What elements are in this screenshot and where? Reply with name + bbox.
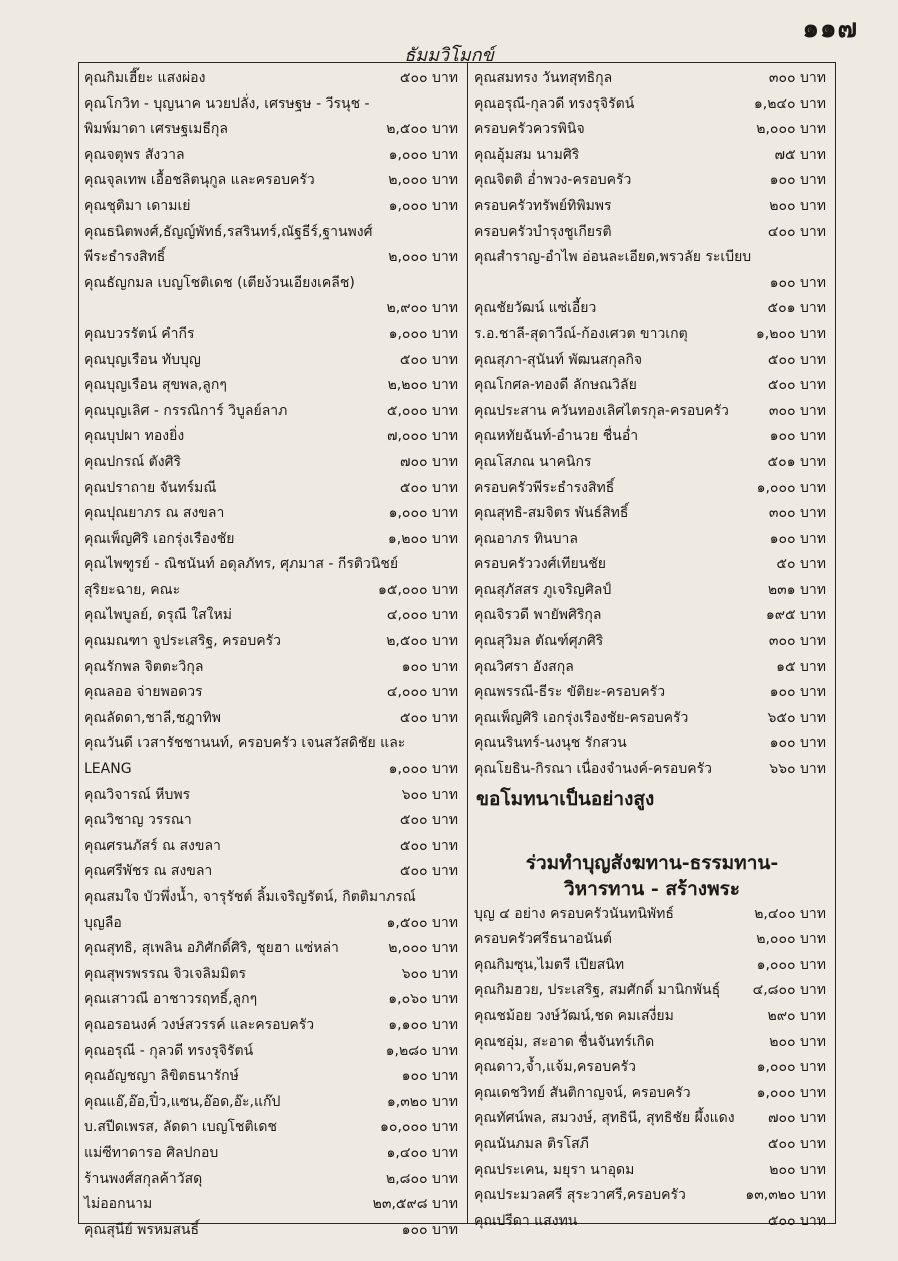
donation-amount: ๖๖๐ บาท [769,761,826,778]
donor-name: สุริยะฉาย, คณะ [84,581,181,598]
donation-amount: ๔,๐๐๐ บาท [386,684,458,701]
donor-row [474,527,830,553]
donor-row [474,1106,830,1132]
donor-name: คุณบุญเรือน สุขพล,ลูกๆ [84,377,227,394]
donor-name: คุณดาว,จ้ำ,แจ้ม,ครอบครัว [474,1059,636,1076]
donor-name: คุณอรอนงค์ วงษ์สวรรค์ และครอบครัว [84,1016,315,1033]
donor-row [84,1064,462,1090]
donation-amount: ๑๐,๐๐๐ บาท [380,1119,458,1136]
donor-row [84,220,462,246]
donor-name: คุณจตุพร สังวาล [84,146,185,163]
donor-name: คุณเพ็ญศิริ เอกรุ่งเรืองชัย [84,530,235,547]
donor-name: คุณประเคน, มยุรา นาอุดม [474,1161,635,1178]
donor-row [84,348,462,374]
donor-name: คุณชุติมา เดามเย่ [84,197,191,214]
donor-row [474,953,830,979]
donor-name: คุณจิตติ อ่ำพวง-ครอบครัว [474,172,632,189]
donor-name: พิมพ์มาดา เศรษฐเมธีกุล [84,121,228,138]
donation-amount: ๒,๒๐๐ บาท [387,377,458,394]
donor-row [474,1183,830,1209]
donor-name: คุณไพบูลย์, ดรุณี ใสใหม่ [84,607,232,624]
donation-amount: ๕๐๑ บาท [767,453,826,470]
donor-name: คุณแอ๊,อ๊อ,ปิ๋ว,แซน,อ๊อด,อ๊ะ,แก๊ป [84,1093,281,1110]
donation-amount: ๕๐๐ บาท [767,1212,826,1229]
donation-amount: ๒,๙๐๐ บาท [386,300,458,317]
donor-row [474,927,830,953]
donor-row [84,194,462,220]
donor-row [474,501,830,527]
donor-row [474,296,830,322]
donor-row [84,399,462,425]
donor-name: คุณชอุ่ม, สะอาด ชื่นจันทร์เกิด [474,1033,655,1050]
donation-amount: ๕๐๐ บาท [399,863,458,880]
donor-row [474,603,830,629]
donor-name: คุณอัญชญา ลิขิตธนารักษ์ [84,1068,239,1085]
donor-row [474,117,830,143]
donor-row [474,399,830,425]
donation-amount: ๒,๕๐๐ บาท [386,121,458,138]
donor-name: คุณไพฑูรย์ - ณิชนันท์ อดุลภัทร, ศุภมาส - กีรติวนิชย์ [84,556,399,573]
donor-row [84,450,462,476]
donation-amount: ๒๐๐ บาท [769,1161,826,1178]
donor-row [84,271,462,297]
donor-name: แม่ซีทาดารอ ศิลปกอบ [84,1144,219,1161]
donor-row [84,476,462,502]
donation-amount: ๓๐๐ บาท [768,505,826,522]
donor-name: ครอบครัวพีระธำรงสิทธิ์ [474,479,615,496]
donor-row [84,92,462,118]
donor-name: ครอบครัวทรัพย์ทิพิมพร [474,197,612,214]
donation-amount: ๑,๐๐๐ บาท [756,956,826,973]
donor-row [474,476,830,502]
donor-name: ครอบครัวควรพินิจ [474,121,585,138]
donation-amount: ๖๕๐ บาท [767,709,826,726]
donor-row [84,680,462,706]
donor-name: คุณสุวิมล ตัณฑ์ศุภศิริ [474,633,604,650]
donation-amount: ๗๕ บาท [774,146,826,163]
donor-row [474,66,830,92]
donor-row [84,731,462,757]
donor-name: คุณชัยวัฒน์ แซ่เอี้ยว [474,300,597,317]
donation-amount: ๑๓,๓๒๐ บาท [745,1187,826,1204]
donation-amount: ๒๐๐ บาท [769,1033,826,1050]
donor-row [474,731,830,757]
donor-row [474,706,830,732]
donor-name: คุณปกรณ์ ตังศิริ [84,453,182,470]
donor-name: คุณสุภา-สุนันท์ พัฒนสกุลกิจ [474,351,643,368]
donation-amount: ๑,๐๐๐ บาท [388,761,458,778]
donor-row [474,1004,830,1030]
donor-name: คุณลออ จ่ายพอดวร [84,684,203,701]
donor-name: คุณทัศน์พล, สมวงษ์, สุทธินี, สุทธิชัย ผึ้งแดง [474,1110,735,1127]
donor-row [84,296,462,322]
donor-name: คุณอรุณี-กุลวดี ทรงรุจิรัตน์ [474,95,635,112]
donor-row [474,655,830,681]
donor-name: คุณศรีพัชร ณ สงขลา [84,863,213,880]
donor-row [474,1158,830,1184]
donation-amount: ๑๕,๐๐๐ บาท [378,581,458,598]
donor-row [84,911,462,937]
donation-amount: ๒,๕๐๐ บาท [386,633,458,650]
donor-name: คุณสุนีย์ พรหมสนธิ์ [84,1221,199,1238]
left-donor-column [84,66,462,1243]
donation-amount: ๕๐๐ บาท [767,1135,826,1152]
donor-name: คุณจิรวดี พายัพศิริกุล [474,607,602,624]
donor-row [84,1090,462,1116]
donor-row [474,194,830,220]
donor-name: คุณนรินทร์-นงนุช รักสวน [474,735,627,752]
donor-row [84,1167,462,1193]
donation-amount: ๒,๐๐๐ บาท [388,172,458,189]
donor-row [474,1081,830,1107]
donation-amount: ๑,๐๐๐ บาท [388,505,458,522]
donor-row [474,978,830,1004]
donor-row [84,1039,462,1065]
donor-row [84,885,462,911]
donation-amount: ๖๐๐ บาท [401,786,458,803]
donor-name: คุณลัดดา,ชาลี,ชฎาทิพ [84,709,222,726]
donor-row [474,143,830,169]
donor-row [474,552,830,578]
donation-amount: ๑๐๐ บาท [769,172,826,189]
donation-amount: ๑,๕๐๐ บาท [386,914,458,931]
donation-amount: ๑๐๐ บาท [401,1221,458,1238]
donor-name: คุณปุณยาภร ณ สงขลา [84,505,225,522]
donation-amount: ๑๙๕ บาท [765,607,826,624]
donation-amount: ๓๐๐ บาท [768,70,826,86]
donation-amount: ๑๐๐ บาท [769,684,826,701]
donor-row [84,373,462,399]
donor-name: บุญ ๔ อย่าง ครอบครัวนันทนิพัทธ์ [474,905,674,922]
donation-amount: ๖๐๐ บาท [401,965,458,982]
donor-row [474,373,830,399]
donation-amount: ๑๐๐ บาท [401,1068,458,1085]
donor-row [84,1115,462,1141]
donor-row [84,527,462,553]
column-divider [467,62,468,1224]
donation-amount: ๑๐๐ บาท [769,530,826,547]
donor-row [474,220,830,246]
donation-amount: ๕,๐๐๐ บาท [386,402,458,419]
donor-name: ครอบครัววงศ์เทียนชัย [474,556,607,573]
donation-amount: ๕๐๐ บาท [767,377,826,394]
donor-name: คุณพรรณี-ธีระ ขัติยะ-ครอบครัว [474,684,666,701]
donation-amount: ๕๐๐ บาท [399,479,458,496]
donation-amount: ๑,๐๖๐ บาท [388,991,458,1008]
donation-amount: ๑,๒๐๐ บาท [387,530,458,547]
donation-amount: ๕๐๐ บาท [399,812,458,829]
donor-name: คุณประสาน ควันทองเลิศไตรกุล-ครอบครัว [474,402,729,419]
donation-amount: ๒๐๐ บาท [769,197,826,214]
donation-amount: ๑๐๐ บาท [769,274,826,291]
donor-name: คุณชม้อย วงษ์วัฒน์,ชด คมเสงี่ยม [474,1008,674,1024]
donor-row [84,66,462,92]
donation-amount: ๑,๐๐๐ บาท [756,1084,826,1101]
donor-name: คุณเดชวิทย์ สันติกาญจน์, ครอบครัว [474,1084,691,1101]
donor-name: LEANG [84,761,132,778]
donor-name: คุณโกวิท - บุญนาค นวยปลั่ง, เศรษฐษ - วีรนุช - [84,95,370,112]
donor-name: คุณวิจารณ์ หีบพร [84,786,191,803]
donor-row [84,603,462,629]
donation-amount: ๑๐๐ บาท [401,658,458,675]
donor-name: คุณสำราญ-อำไพ อ่อนละเอียด,พรวลัย ระเบียบ [474,249,752,266]
donor-row [84,424,462,450]
donation-amount: ๕๐๐ บาท [399,70,458,86]
donor-name: คุณสมทรง วันทสุทธิกุล [474,70,613,86]
donor-name: คุณวันดี เวสารัชชานนท์, ครอบครัว เจนสวัสดิชัย และ [84,735,406,752]
donor-row [84,1141,462,1167]
donation-amount: ๑,๓๒๐ บาท [386,1093,458,1110]
donation-amount: ๑,๑๐๐ บาท [388,1016,458,1033]
donor-row [474,92,830,118]
donation-amount: ๒,๐๐๐ บาท [388,940,458,957]
donation-amount: ๑๐๐ บาท [769,428,826,445]
donor-name: คุณวิชาญ วรรณา [84,812,192,829]
donor-name: คุณประมวลศรี สุระวาศรี,ครอบครัว [474,1187,686,1204]
donor-row [84,757,462,783]
donation-amount: ๕๐๐ บาท [399,351,458,368]
donor-row [474,629,830,655]
donation-amount: ๗๐๐ บาท [399,453,458,470]
donor-name: ไม่ออกนาม [84,1196,153,1213]
donor-row [474,168,830,194]
donor-name: คุณโยธิน-กิรณา เนื่องจำนงค์-ครอบครัว [474,761,712,778]
donor-row [84,168,462,194]
donor-name: คุณหทัยฉันท์-อำนวย ชื่นอ่ำ [474,428,639,445]
donation-amount: ๓๐๐ บาท [768,633,826,650]
donor-row [474,680,830,706]
donor-row [474,1209,830,1235]
donor-name: ครอบครัวศรีธนาอนันต์ [474,931,612,948]
donor-name: คุณเสาวณี อาชาวรฤทธิ์,ลูกๆ [84,991,258,1008]
donor-row [84,629,462,655]
donor-name: ร้านพงศ์สกุลค้าวัสดุ [84,1170,203,1187]
donation-amount: ๕๐ บาท [776,556,826,573]
donor-name: คุณกิมซุน,ไมตรี เปียสนิท [474,956,625,973]
donor-name: คุณอรุณี - กุลวดี ทรงรุจิรัตน์ [84,1042,254,1059]
right-donor-list-bottom [474,902,830,1235]
donation-amount: ๔,๘๐๐ บาท [752,982,826,999]
section-spacer [474,816,830,850]
donation-amount: ๒,๐๐๐ บาท [756,121,826,138]
donor-name: พีระธำรงสิทธิ์ [84,249,166,266]
donation-amount: ๕๐๐ บาท [399,837,458,854]
donor-name: คุณสุทธิ, สุเพลิน อภิศักดิ์ศิริ, ชุยฮา แซ่หล่า [84,940,339,957]
donation-amount: ๑,๐๐๐ บาท [388,325,458,342]
donor-row [84,143,462,169]
donation-amount: ๔,๐๐๐ บาท [386,607,458,624]
donor-row [84,706,462,732]
donor-row [474,1132,830,1158]
donor-row [474,902,830,928]
donation-amount: ๒๙๐ บาท [767,1008,826,1024]
donation-amount: ๑,๐๐๐ บาท [756,479,826,496]
donation-amount: ๑๐๐ บาท [769,735,826,752]
donor-row [84,783,462,809]
donation-amount: ๑,๐๐๐ บาท [388,197,458,214]
donor-name: บุญลือ [84,914,122,931]
donor-row [84,936,462,962]
donor-name: คุณโสภณ นาคนิกร [474,453,592,470]
donor-row [474,450,830,476]
donation-amount: ๑๕ บาท [776,658,826,675]
donor-row [84,834,462,860]
donor-name: คุณมณฑา จูประเสริฐ, ครอบครัว [84,633,282,650]
right-donor-column [474,66,830,1234]
donor-row [84,987,462,1013]
donor-name: คุณศรนภัสร์ ณ สงขลา [84,837,221,854]
campaign-heading-line-2: วิหารทาน - สร้างพระ [563,877,741,900]
donor-name: คุณจุลเทพ เอื้อชลิตนุกูล และครอบครัว [84,172,315,189]
donor-name: คุณบุญเรือน ทับบุญ [84,351,201,368]
donor-name: คุณวิศรา อังสกุล [474,658,574,675]
donor-row [84,578,462,604]
donation-amount: ๓๐๐ บาท [768,402,826,419]
donor-name: บ.สปีดเพรส, ลัดดา เบญโชติเดช [84,1119,278,1136]
donor-name: คุณรักพล จิตตะวิกุล [84,658,204,675]
donation-amount: ๒,๐๐๐ บาท [756,931,826,948]
donor-row [84,655,462,681]
donation-amount: ๒,๘๐๐ บาท [386,1170,458,1187]
page-number: ๑๑๗ [802,14,858,44]
donor-row [84,1013,462,1039]
donor-row [84,117,462,143]
donation-amount: ๕๐๐ บาท [399,709,458,726]
donor-name: ครอบครัวบำรุงชูเกียรติ [474,223,612,240]
donor-name: คุณสุภัสสร ภูเจริญศิลป์ [474,581,612,598]
donor-name: คุณอาภร ทินบาล [474,530,578,547]
donation-amount: ๗๐๐ บาท [767,1110,826,1127]
donation-amount: ๗,๐๐๐ บาท [386,428,458,445]
donor-name: คุณบุญเลิศ - กรรณิการ์ วิบูลย์ลาภ [84,402,288,419]
donor-name: คุณอุ้มสม นามศิริ [474,146,580,163]
donor-row [84,245,462,271]
donor-row [84,859,462,885]
donation-amount: ๑,๐๐๐ บาท [756,1059,826,1076]
donor-row [474,578,830,604]
donor-name: คุณปราถาย จันทร์มณี [84,479,217,496]
donor-name: คุณปรีดา แสงทน [474,1212,578,1229]
donor-row [84,808,462,834]
donor-name: คุณธนิตพงศ์,ธัญญ์พัทธ์,รสรินทร์,ณัฐธีร์,ฐานพงศ์ [84,223,373,240]
donation-amount: ๒,๐๐๐ บาท [388,249,458,266]
donation-amount: ๑,๒๐๐ บาท [755,325,826,342]
donor-name: คุณกิมฮวย, ประเสริฐ, สมศักดิ์ มานิกพันธุ์ [474,982,721,999]
donor-row [474,348,830,374]
donor-row [474,757,830,783]
donor-row [474,322,830,348]
donor-row [84,501,462,527]
donor-name: ร.อ.ชาลี-สุดาวีณ์-ก้องเศวต ขาวเกตุ [474,325,688,342]
donation-amount: ๑,๒๘๐ บาท [385,1042,458,1059]
thanks-heading: ขอโมทนาเป็นอย่างสูง [476,787,655,810]
donor-name: คุณกิมเฮี๊ยะ แสงผ่อง [84,70,206,86]
donor-name: คุณสมใจ บัวพึ่งน้ำ, จารุรัชต์ ลิ้มเจริญรัตน์, กิตติมาภรณ์ [84,889,416,905]
donation-amount: ๕๐๐ บาท [767,351,826,368]
donor-name: คุณบุปผา ทองยิ่ง [84,428,185,445]
donor-row [474,245,830,271]
donor-row [474,1030,830,1056]
donor-name: คุณสุพรพรรณ จิวเจลิมมิตร [84,965,247,982]
donor-row [474,1055,830,1081]
donor-name: คุณเพ็ญศิริ เอกรุ่งเรืองชัย-ครอบครัว [474,709,689,726]
donor-name: คุณสุทธิ-สมจิตร พันธ์สิทธิ์ [474,505,629,522]
donation-amount: ๒,๔๐๐ บาท [754,905,826,922]
campaign-heading-line-1: ร่วมทำบุญสังฆทาน-ธรรมทาน- [525,851,779,874]
donation-amount: ๕๐๑ บาท [767,300,826,317]
donor-name: คุณธัญกมล เบญโชติเดช (เตียง้วนเอียงเคลีช) [84,274,355,291]
donor-row [474,424,830,450]
donor-row [474,271,830,297]
donor-row [84,962,462,988]
donor-row [84,1192,462,1218]
donor-name: คุณนันภมล ติรโสภี [474,1135,589,1152]
donation-amount: ๔๐๐ บาท [767,223,826,240]
donation-amount: ๒๓,๕๙๘ บาท [372,1196,458,1213]
donor-name: คุณบวรรัตน์ คำกีร [84,325,195,342]
right-donor-list-top [474,66,830,783]
running-head: ธัมมวิโมกข์ [404,45,494,66]
donor-row [84,1218,462,1244]
donation-amount: ๑,๒๔๐ บาท [753,95,826,112]
donation-amount: ๒๓๑ บาท [767,581,826,598]
donation-amount: ๑,๔๐๐ บาท [386,1144,458,1161]
donation-amount: ๑,๐๐๐ บาท [388,146,458,163]
donor-name: คุณโกศล-ทองดี ลักษณวิลัย [474,377,637,394]
donor-row [84,552,462,578]
donor-row [84,322,462,348]
